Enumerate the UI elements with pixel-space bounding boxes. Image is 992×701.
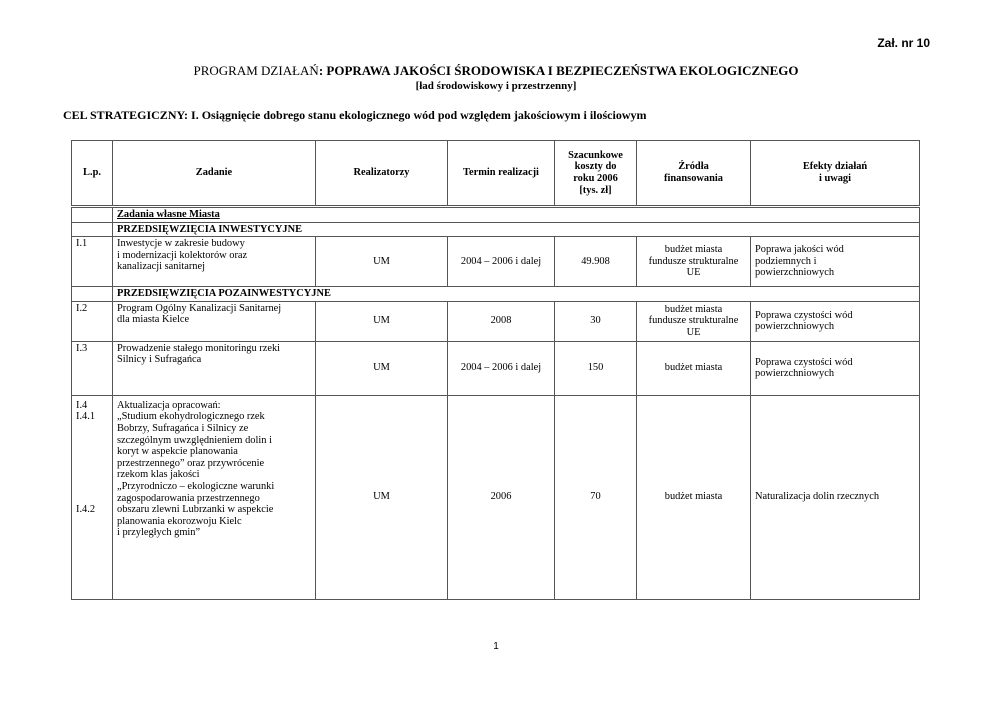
section-row-invest — [72, 222, 920, 237]
row-termin: 2004 – 2006 i dalej — [448, 237, 555, 287]
row-lp: I.3 — [72, 341, 113, 395]
row-realizatorzy: UM — [316, 341, 448, 395]
row-zadanie: Inwestycje w zakresie budowy i modernizacji kolektorów oraz kanalizacji sanitarnej — [113, 237, 316, 287]
row-zadanie: Program Ogólny Kanalizacji Sanitarnej dla miasta Kielce — [113, 301, 316, 341]
table-row — [72, 237, 920, 287]
attachment-number: Zał. nr 10 — [877, 36, 930, 50]
row-koszty: 70 — [555, 395, 637, 599]
page-number: 1 — [493, 641, 499, 652]
row-efekty: Naturalizacja dolin rzecznych — [751, 395, 920, 599]
col-header-realizatorzy: Realizatorzy — [316, 141, 448, 207]
row-realizatorzy: UM — [316, 301, 448, 341]
row-realizatorzy: UM — [316, 395, 448, 599]
row-zrodla: budżet miasta fundusze strukturalne UE — [637, 301, 751, 341]
page-subtitle: [ład środowiskowy i przestrzenny] — [415, 80, 577, 92]
title-prefix: PROGRAM DZIAŁAŃ — [193, 63, 319, 78]
row-zadanie: Prowadzenie stałego monitoringu rzeki Silnicy i Sufragańca — [113, 341, 316, 395]
row-realizatorzy: UM — [316, 237, 448, 287]
col-header-termin: Termin realizacji — [448, 141, 555, 207]
col-header-efekty: Efekty działań i uwagi — [751, 141, 920, 207]
section-row-noninvest — [72, 287, 920, 302]
row-zrodla: budżet miasta fundusze strukturalne UE — [637, 237, 751, 287]
section-own-tasks: Zadania własne Miasta — [117, 209, 220, 220]
row-zrodla: budżet miasta — [637, 341, 751, 395]
row-zadanie: Aktualizacja opracowań: „Studium ekohydrologicznego rzek Bobrzy, Sufragańca i Silnicy ze szczególnym uwzględnieniem dolin i koryt w aspekcie planowania przestrzennego” oraz przywrócenie rzekom klas jakości „Przyrodniczo – ekologiczne warunki zagospodarowania przestrzennego obszaru zlewni Lubrzanki w aspekcie planowania ekorozwoju Kielc i przyległych gmin” — [113, 395, 316, 599]
page-title — [0, 63, 992, 78]
row-koszty: 150 — [555, 341, 637, 395]
row-termin: 2006 — [448, 395, 555, 599]
row-termin: 2008 — [448, 301, 555, 341]
table-row — [72, 301, 920, 341]
row-lp: I.1 — [72, 237, 113, 287]
row-lp: I.4 I.4.1 I.4.2 — [72, 395, 113, 599]
section-row-own-tasks — [72, 207, 920, 223]
section-noninvest: PRZEDSIĘWZIĘCIA POZAINWESTYCYJNE — [113, 287, 920, 302]
strategic-goal: CEL STRATEGICZNY: I. Osiągnięcie dobrego stanu ekologicznego wód pod względem jakościowym i ilościowym — [63, 108, 647, 122]
section-invest: PRZEDSIĘWZIĘCIA INWESTYCYJNE — [113, 222, 920, 237]
row-koszty: 30 — [555, 301, 637, 341]
table-row — [72, 341, 920, 395]
row-efekty: Poprawa czystości wód powierzchniowych — [751, 301, 920, 341]
col-header-koszty: Szacunkowe koszty do roku 2006 [tys. zł] — [555, 141, 637, 207]
col-header-lp: L.p. — [72, 141, 113, 207]
row-lp: I.2 — [72, 301, 113, 341]
col-header-zadanie: Zadanie — [113, 141, 316, 207]
row-efekty: Poprawa jakości wód podziemnych i powierzchniowych — [751, 237, 920, 287]
row-efekty: Poprawa czystości wód powierzchniowych — [751, 341, 920, 395]
col-header-zrodla: Źródła finansowania — [637, 141, 751, 207]
row-koszty: 49.908 — [555, 237, 637, 287]
table-row — [72, 395, 920, 599]
row-zrodla: budżet miasta — [637, 395, 751, 599]
table-header-row — [72, 141, 920, 207]
program-table — [71, 140, 920, 600]
title-main: : POPRAWA JAKOŚCI ŚRODOWISKA I BEZPIECZEŃSTWA EKOLOGICZNEGO — [318, 63, 799, 78]
row-termin: 2004 – 2006 i dalej — [448, 341, 555, 395]
